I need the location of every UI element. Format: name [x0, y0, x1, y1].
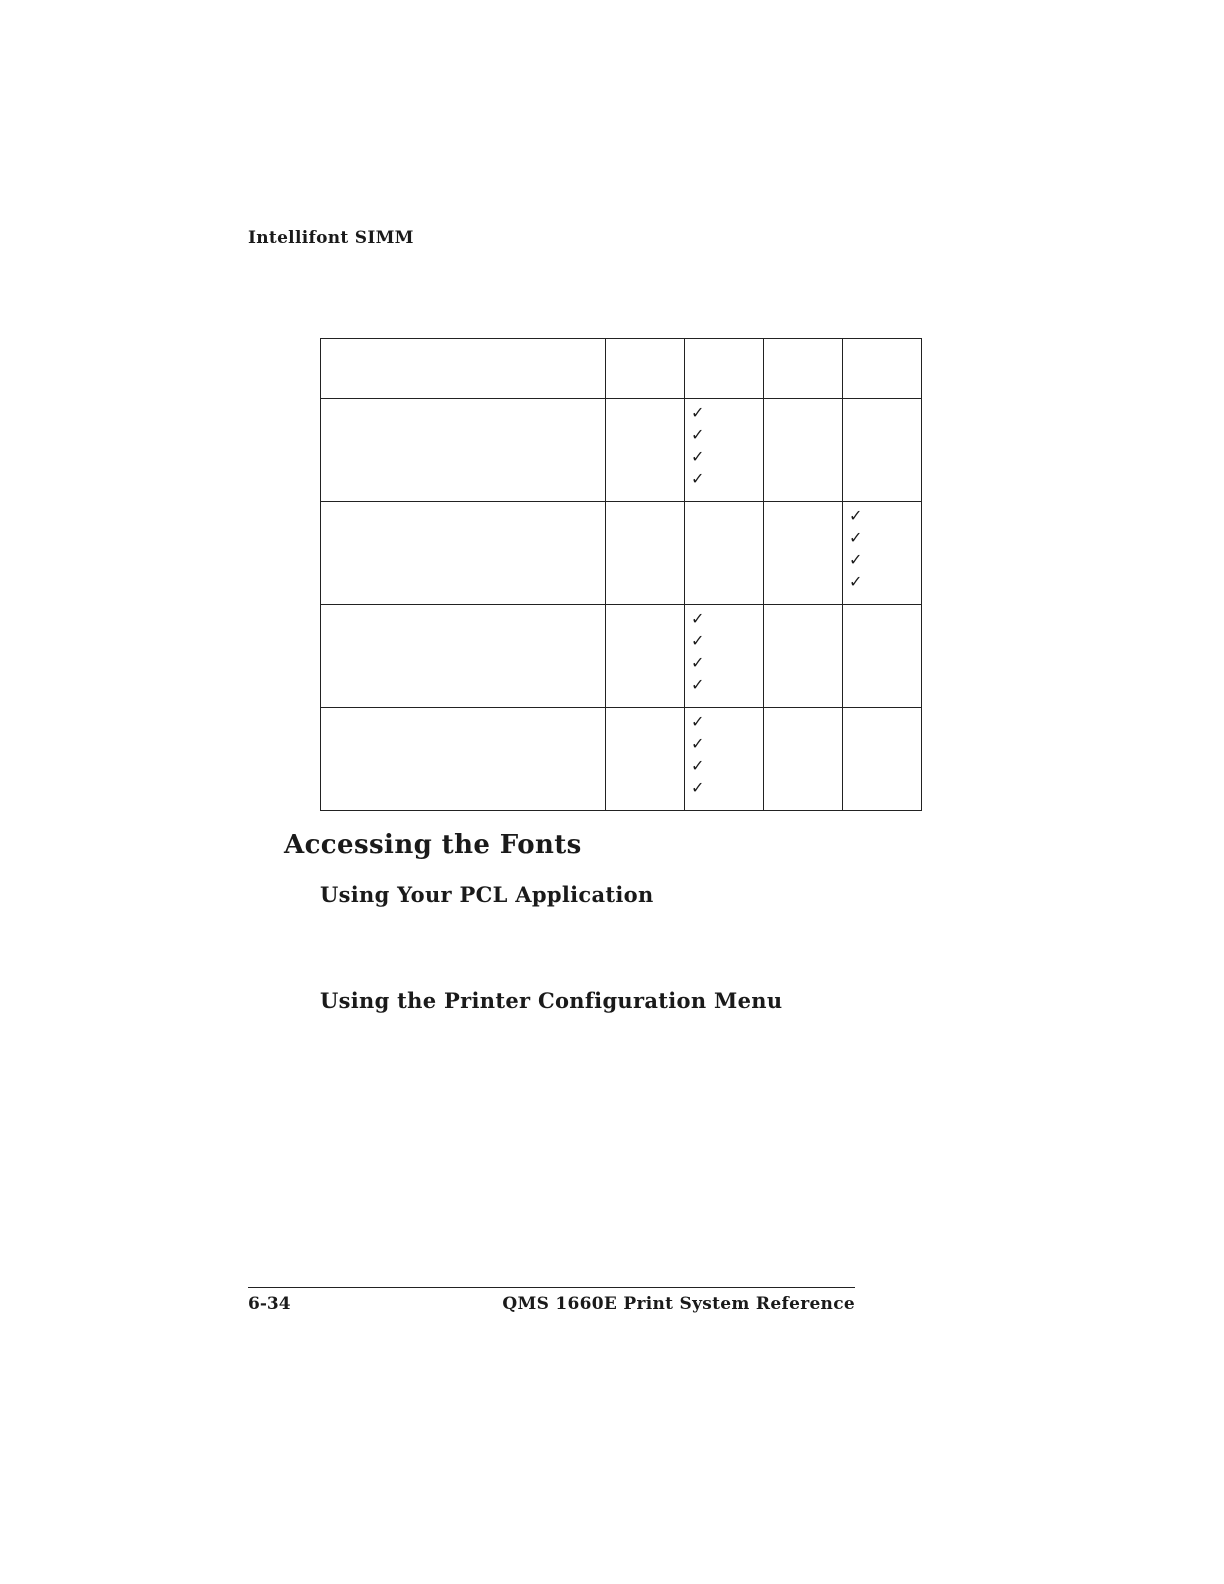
table-cell	[685, 399, 764, 502]
check-mark-icon: ✓	[849, 572, 863, 591]
table-row	[321, 708, 922, 811]
running-head: Intellifont SIMM	[248, 228, 414, 248]
check-mark-icon: ✓	[849, 528, 863, 547]
footer-book-title: QMS 1660E Print System Reference	[502, 1294, 855, 1314]
check-mark-icon: ✓	[691, 734, 705, 753]
table-header-cell	[843, 339, 922, 399]
table-cell	[321, 399, 606, 502]
check-mark-icon: ✓	[691, 403, 705, 422]
footer-rule	[248, 1287, 855, 1288]
check-mark-icon: ✓	[691, 425, 705, 444]
check-mark-icon: ✓	[691, 712, 705, 731]
check-mark-icon: ✓	[849, 506, 863, 525]
table-header-cell	[685, 339, 764, 399]
font-table	[320, 338, 922, 811]
table-row	[321, 399, 922, 502]
check-mark-icon: ✓	[849, 550, 863, 569]
check-mark-icon: ✓	[691, 756, 705, 775]
table-cell	[685, 605, 764, 708]
check-mark-icon: ✓	[691, 469, 705, 488]
page-number: 6-34	[248, 1294, 291, 1314]
table-cell	[764, 708, 843, 811]
table-cell	[606, 399, 685, 502]
subsection-heading-pcl: Using Your PCL Application	[320, 882, 654, 907]
section-heading: Accessing the Fonts	[284, 830, 582, 860]
check-mark-icon: ✓	[691, 631, 705, 650]
table-header-cell	[764, 339, 843, 399]
check-mark-icon: ✓	[691, 675, 705, 694]
table-cell	[606, 708, 685, 811]
table-cell	[321, 502, 606, 605]
check-mark-icon: ✓	[691, 447, 705, 466]
table-cell	[321, 605, 606, 708]
table-row	[321, 502, 922, 605]
check-mark-group	[843, 502, 921, 593]
table-cell	[606, 502, 685, 605]
check-mark-group	[685, 605, 763, 696]
check-mark-icon: ✓	[691, 609, 705, 628]
table-cell	[764, 605, 843, 708]
table-cell	[764, 399, 843, 502]
table-cell	[685, 502, 764, 605]
table-cell	[606, 605, 685, 708]
table-cell	[764, 502, 843, 605]
table-header-row	[321, 339, 922, 399]
table-cell	[843, 399, 922, 502]
table-cell	[843, 502, 922, 605]
table-header-cell	[321, 339, 606, 399]
check-mark-icon: ✓	[691, 653, 705, 672]
table-cell	[321, 708, 606, 811]
table-row	[321, 605, 922, 708]
subsection-heading-config-menu: Using the Printer Configuration Menu	[320, 988, 783, 1013]
check-mark-group	[685, 399, 763, 490]
check-mark-group	[685, 708, 763, 799]
table-cell	[843, 605, 922, 708]
table-cell	[843, 708, 922, 811]
check-mark-icon: ✓	[691, 778, 705, 797]
table-header-cell	[606, 339, 685, 399]
table-cell	[685, 708, 764, 811]
